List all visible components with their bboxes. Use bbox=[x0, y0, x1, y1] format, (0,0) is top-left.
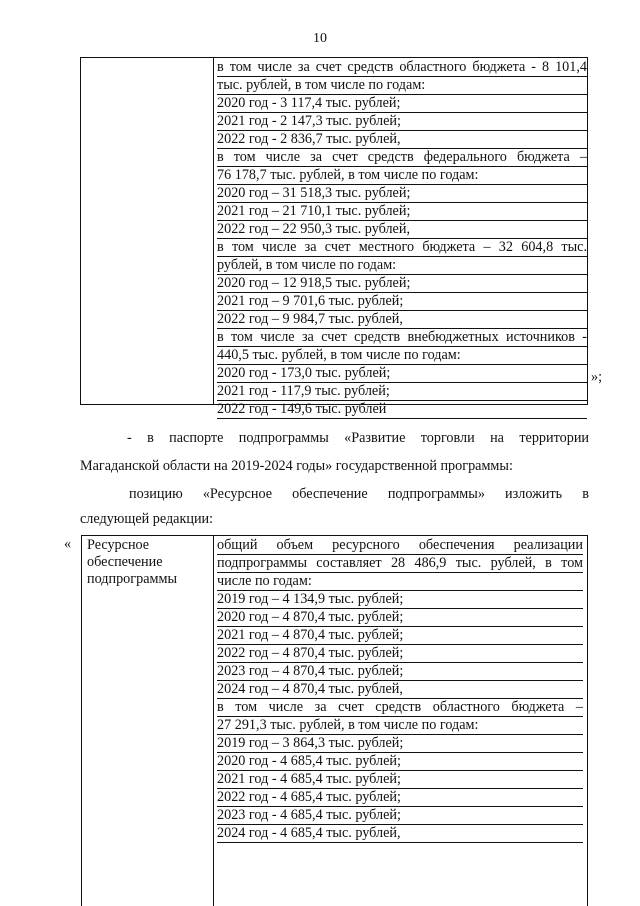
text-line: 2021 год - 4 685,4 тыс. рублей; bbox=[217, 771, 583, 789]
text-line: 2019 год – 3 864,3 тыс. рублей; bbox=[217, 735, 583, 753]
text-line: 2021 год – 21 710,1 тыс. рублей; bbox=[217, 203, 587, 221]
text-line: 2019 год – 4 134,9 тыс. рублей; bbox=[217, 591, 583, 609]
text-line: 2020 год – 12 918,5 тыс. рублей; bbox=[217, 275, 587, 293]
text-line: подпрограммы составляет 28 486,9 тыс. рублей, в том bbox=[217, 555, 583, 571]
table-left-column-empty bbox=[81, 58, 214, 404]
text-line: в том числе за счет местного бюджета – 32 604,8 тыс. bbox=[217, 239, 587, 255]
text-line: Ресурсное bbox=[87, 537, 150, 553]
text-line: 27 291,3 тыс. рублей, в том числе по годам: bbox=[217, 717, 583, 735]
table-right-column bbox=[214, 58, 587, 417]
text-line: подпрограммы bbox=[87, 571, 177, 587]
text-line: 2022 год – 4 870,4 тыс. рублей; bbox=[217, 645, 583, 663]
paragraph-passport-line2: Магаданской области на 2019-2024 годы» государственной программы: bbox=[80, 458, 513, 474]
page-number: 10 bbox=[313, 31, 327, 46]
text-line: 2021 год - 2 147,3 тыс. рублей; bbox=[217, 113, 587, 131]
table-left-label bbox=[82, 536, 214, 906]
text-line: 2020 год - 4 685,4 тыс. рублей; bbox=[217, 753, 583, 771]
text-line: 2021 год – 4 870,4 тыс. рублей; bbox=[217, 627, 583, 645]
closing-quote: »; bbox=[591, 369, 603, 385]
text-line: в том числе за счет средств областного бюджета – bbox=[217, 699, 583, 715]
text-line: тыс. рублей, в том числе по годам: bbox=[217, 77, 587, 95]
text-line: 2020 год - 173,0 тыс. рублей; bbox=[217, 365, 587, 383]
text-line: 2021 год – 9 701,6 тыс. рублей; bbox=[217, 293, 587, 311]
text-line: 2020 год - 3 117,4 тыс. рублей; bbox=[217, 95, 587, 113]
text-line: 2022 год - 149,6 тыс. рублей bbox=[217, 401, 587, 419]
text-line: 2022 год – 22 950,3 тыс. рублей, bbox=[217, 221, 587, 239]
text-line: 2022 год – 9 984,7 тыс. рублей, bbox=[217, 311, 587, 329]
table-right-column bbox=[214, 536, 587, 906]
text-line: 2020 год – 4 870,4 тыс. рублей; bbox=[217, 609, 583, 627]
text-line: в том числе за счет средств внебюджетных источников - bbox=[217, 329, 587, 345]
resource-table bbox=[81, 535, 588, 906]
text-line: 440,5 тыс. рублей, в том числе по годам: bbox=[217, 347, 587, 365]
text-line: 76 178,7 тыс. рублей, в том числе по годам: bbox=[217, 167, 587, 185]
text-line: 2024 год - 4 685,4 тыс. рублей, bbox=[217, 825, 583, 843]
text-line: 2022 год - 2 836,7 тыс. рублей, bbox=[217, 131, 587, 149]
text-line: числе по годам: bbox=[217, 573, 583, 591]
text-line: общий объем ресурсного обеспечения реализации bbox=[217, 537, 583, 553]
text-line: 2021 год - 117,9 тыс. рублей; bbox=[217, 383, 587, 401]
text-line: рублей, в том числе по годам: bbox=[217, 257, 587, 275]
text-line: 2022 год - 4 685,4 тыс. рублей; bbox=[217, 789, 583, 807]
text-line: обеспечение bbox=[87, 554, 163, 570]
text-line: 2023 год - 4 685,4 тыс. рублей; bbox=[217, 807, 583, 825]
paragraph-position-line2: следующей редакции: bbox=[80, 511, 214, 527]
text-line: 2020 год – 31 518,3 тыс. рублей; bbox=[217, 185, 587, 203]
text-line: 2023 год – 4 870,4 тыс. рублей; bbox=[217, 663, 583, 681]
paragraph-position-line1: позицию «Ресурсное обеспечение подпрограммы» изложить в bbox=[129, 486, 589, 502]
paragraph-passport-line1: - в паспорте подпрограммы «Развитие торговли на территории bbox=[127, 430, 589, 446]
text-line: в том числе за счет средств областного бюджета - 8 101,4 bbox=[217, 59, 587, 75]
text-line: в том числе за счет средств федерального бюджета – bbox=[217, 149, 587, 165]
opening-quote: « bbox=[64, 536, 72, 552]
text-line: 2024 год – 4 870,4 тыс. рублей, bbox=[217, 681, 583, 699]
funding-table-continued bbox=[80, 57, 588, 417]
